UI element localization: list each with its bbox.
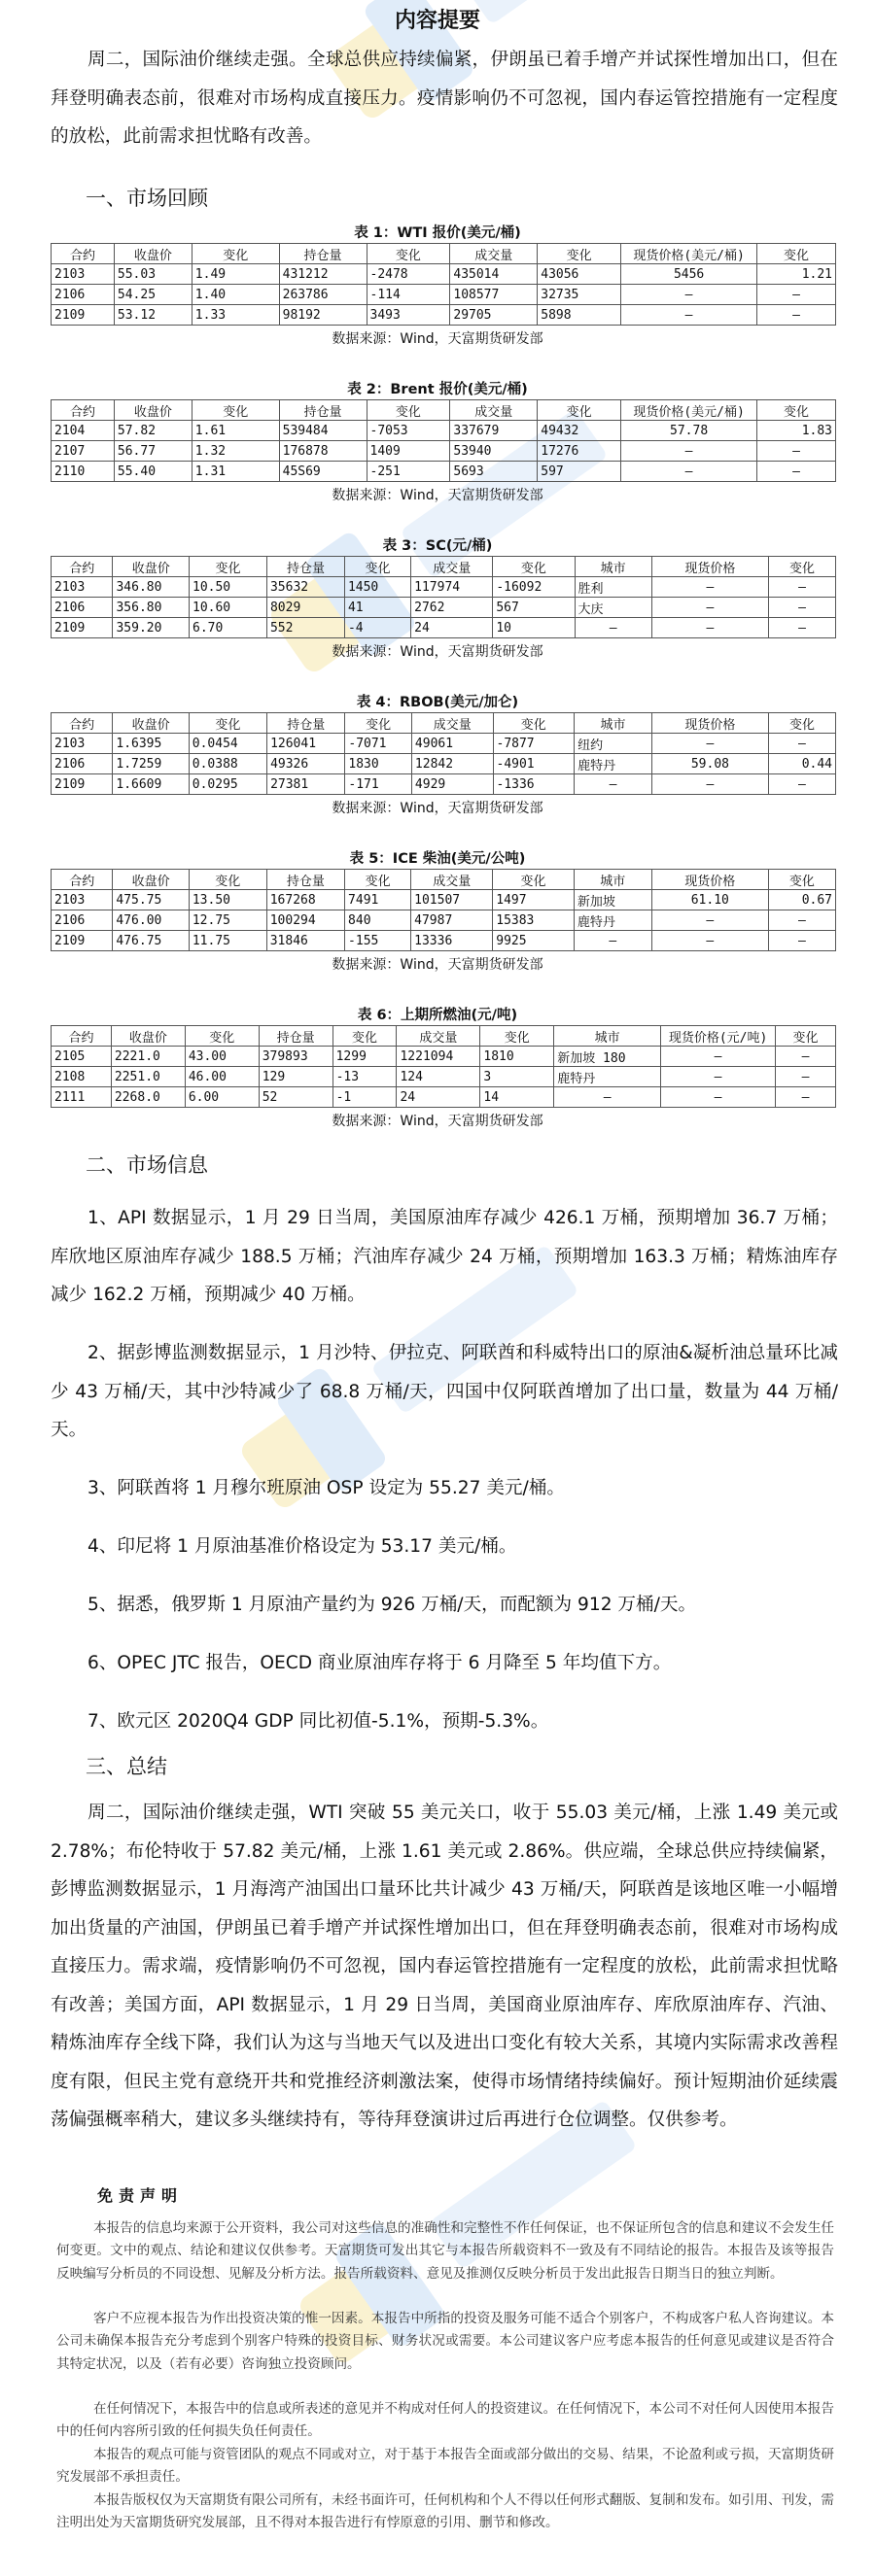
table-cell: 2221.0 — [111, 1047, 185, 1067]
table-caption: 表 1：WTI 报价(美元/桶) — [354, 225, 521, 241]
table-cell: 2108 — [52, 1067, 112, 1087]
table-cell: 1830 — [345, 754, 412, 774]
table-cell: — — [575, 774, 652, 795]
table-cell: 346.80 — [113, 577, 190, 598]
column-header: 城市 — [575, 557, 651, 577]
disclaimer-paragraph: 本报告版权仅为天富期货有限公司所有，未经书面许可，任何机构和个人不得以任何形式翻版、复制和发布。如引用、刊发，需注明出处为天富期货研究发展部，且不得对本报告进行有悖原意的引用、删节和修改。 — [56, 2492, 834, 2531]
table-cell: 49432 — [538, 421, 621, 441]
column-header: 合约 — [52, 244, 115, 264]
table-cell: 2109 — [52, 774, 113, 795]
table-cell: 359.20 — [113, 618, 190, 638]
shfe-fuel-oil-table — [51, 1025, 836, 1108]
table-cell: -251 — [367, 462, 450, 482]
section-heading-review: 一、市场回顾 — [86, 187, 208, 210]
table-cell: 2106 — [52, 285, 115, 305]
table-cell: -2478 — [367, 264, 450, 285]
column-header: 持仓量 — [279, 244, 367, 264]
table-cell: — — [554, 1087, 661, 1108]
table-cell: -4901 — [493, 754, 575, 774]
column-header: 变化 — [776, 1026, 836, 1047]
column-header: 变化 — [344, 557, 410, 577]
table-cell: 41 — [344, 598, 410, 618]
column-header: 变化 — [768, 870, 835, 890]
table-cell: 176878 — [279, 441, 367, 462]
column-header: 成交量 — [450, 400, 538, 421]
table-cell: 12.75 — [189, 910, 266, 931]
column-header: 变化 — [757, 244, 836, 264]
column-header: 变化 — [493, 870, 575, 890]
column-header: 城市 — [574, 870, 651, 890]
table-cell: 2106 — [52, 754, 113, 774]
table-cell: — — [769, 598, 836, 618]
table-cell: 57.82 — [114, 421, 192, 441]
table-cell: — — [621, 441, 757, 462]
table-cell: — — [757, 441, 836, 462]
table-cell: 35632 — [266, 577, 344, 598]
column-header: 城市 — [575, 713, 652, 734]
table-cell: 6.70 — [190, 618, 267, 638]
column-header: 变化 — [538, 400, 621, 421]
column-header: 成交量 — [411, 870, 493, 890]
column-header: 成交量 — [411, 713, 493, 734]
table-cell: 10.50 — [190, 577, 267, 598]
disclaimer-paragraph: 本报告的观点可能与资管团队的观点不同或对立，对于基于本报告全面或部分做出的交易、结果，不论盈利或亏损，天富期货研究发展部不承担责任。 — [56, 2447, 834, 2486]
table-cell: 大庆 — [575, 598, 651, 618]
table-header-row — [52, 713, 836, 734]
table-source: 数据来源：Wind，天富期货研发部 — [332, 331, 543, 347]
table-cell: 1810 — [480, 1047, 554, 1067]
table-cell: — — [651, 774, 768, 795]
column-header: 持仓量 — [267, 713, 345, 734]
table-cell: 126041 — [267, 734, 345, 754]
info-item: 2、据彭博监测数据显示，1 月沙特、伊拉克、阿联酋和科威特出口的原油&凝析油总量环比减少 43 万桶/天，其中沙特减少了 68.8 万桶/天，四国中仅阿联酋增加了出口量，数量为 44 万桶/天。 — [51, 1343, 838, 1440]
table-cell: 2251.0 — [111, 1067, 185, 1087]
table-cell: — — [776, 1087, 836, 1108]
table-cell: 0.67 — [768, 890, 835, 910]
table-cell: 3493 — [367, 305, 450, 326]
table-cell: 2104 — [52, 421, 115, 441]
table-cell: 4929 — [411, 774, 493, 795]
column-header: 变化 — [345, 713, 412, 734]
table-cell: 2105 — [52, 1047, 112, 1067]
table-cell: -7053 — [367, 421, 450, 441]
table-cell: 2268.0 — [111, 1087, 185, 1108]
table-cell: — — [757, 285, 836, 305]
column-header: 变化 — [189, 870, 266, 890]
table-cell: 1.40 — [192, 285, 279, 305]
table-cell: 1.6395 — [113, 734, 189, 754]
table-cell: — — [769, 577, 836, 598]
table-row — [52, 421, 836, 441]
info-item: 4、印尼将 1 月原油基准价格设定为 53.17 美元/桶。 — [88, 1536, 517, 1557]
table-cell: 29705 — [450, 305, 538, 326]
table-cell: 1.49 — [192, 264, 279, 285]
table-caption: 表 3：SC(元/桶) — [382, 538, 493, 554]
table-cell: — — [768, 931, 835, 951]
table-cell: -1 — [332, 1087, 397, 1108]
table-cell: 1.61 — [192, 421, 279, 441]
table-cell: — — [768, 910, 835, 931]
table-cell: 10.60 — [190, 598, 267, 618]
table-source: 数据来源：Wind，天富期货研发部 — [332, 801, 543, 816]
sc-table — [51, 556, 836, 638]
table-cell: — — [661, 1067, 776, 1087]
table-cell: 1221094 — [397, 1047, 480, 1067]
table-row — [52, 264, 836, 285]
table-cell: 1450 — [344, 577, 410, 598]
table-cell: 552 — [266, 618, 344, 638]
column-header: 变化 — [189, 713, 266, 734]
table-cell: 46.00 — [185, 1067, 259, 1087]
column-header: 变化 — [493, 713, 575, 734]
summary-text: 周二，国际油价继续走强。全球总供应持续偏紧，伊朗虽已着手增产并试探性增加出口，但在拜登明确表态前，很难对市场构成直接压力。疫情影响仍不可忽视，国内春运管控措施有一定程度的放松，此前需求担忧略有改善。 — [51, 50, 838, 147]
column-header: 变化 — [190, 557, 267, 577]
disclaimer-paragraph: 客户不应视本报告为作出投资决策的惟一因素。本报告中所指的投资及服务可能不适合个别客户，不构成客户私人咨询建议。本公司未确保本报告充分考虑到个别客户特殊的投资目标、财务状况或需要。本公司建议客户应考虑本报告的任何意见或建议是否符合其特定状况，以及（若有必要）咨询独立投资顾问。 — [56, 2311, 834, 2372]
table-row — [52, 1047, 836, 1067]
column-header: 现货价格(美元/桶) — [621, 400, 757, 421]
table-cell: 59.08 — [651, 754, 768, 774]
table-cell: 263786 — [279, 285, 367, 305]
table-row — [52, 441, 836, 462]
table-cell: 98192 — [279, 305, 367, 326]
column-header: 收盘价 — [111, 1026, 185, 1047]
table-cell: -171 — [345, 774, 412, 795]
table-cell: 2106 — [52, 598, 113, 618]
table-cell: 0.0454 — [189, 734, 266, 754]
table-cell: 476.75 — [113, 931, 189, 951]
table-cell: — — [768, 774, 835, 795]
table-cell: 1.7259 — [113, 754, 189, 774]
table-cell: 1.31 — [192, 462, 279, 482]
column-header: 收盘价 — [113, 713, 189, 734]
table-cell: 49326 — [267, 754, 345, 774]
table-row — [52, 774, 836, 795]
table-cell: — — [757, 305, 836, 326]
table-source: 数据来源：Wind，天富期货研发部 — [332, 644, 543, 660]
table-row — [52, 931, 836, 951]
table-header-row — [52, 870, 836, 890]
table-cell: 45S69 — [279, 462, 367, 482]
table-cell: 475.75 — [113, 890, 189, 910]
info-item: 7、欧元区 2020Q4 GDP 同比初值-5.1%，预期-5.3%。 — [88, 1711, 549, 1732]
column-header: 变化 — [192, 244, 279, 264]
table-cell: 129 — [259, 1067, 332, 1087]
table-header-row — [52, 1026, 836, 1047]
table-cell: — — [776, 1067, 836, 1087]
table-cell: 431212 — [279, 264, 367, 285]
brent-table — [51, 399, 836, 482]
table-row — [52, 305, 836, 326]
table-cell: 3 — [480, 1067, 554, 1087]
column-header: 持仓量 — [259, 1026, 332, 1047]
page-title: 内容提要 — [394, 9, 480, 33]
column-header: 成交量 — [397, 1026, 480, 1047]
table-cell: 52 — [259, 1087, 332, 1108]
table-cell: — — [621, 285, 757, 305]
table-cell: — — [661, 1087, 776, 1108]
table-cell: 纽约 — [575, 734, 652, 754]
table-cell: 鹿特丹 — [575, 754, 652, 774]
column-header: 变化 — [493, 557, 575, 577]
table-cell: 6.00 — [185, 1087, 259, 1108]
table-cell: 43.00 — [185, 1047, 259, 1067]
disclaimer-paragraph: 在任何情况下，本报告中的信息或所表述的意见并不构成对任何人的投资建议。在任何情况下，本公司不对任何人因使用本报告中的任何内容所引致的任何损失负任何责任。 — [56, 2401, 834, 2440]
table-row — [52, 910, 836, 931]
table-caption: 表 6：上期所燃油(元/吨) — [357, 1008, 518, 1023]
wti-table — [51, 243, 836, 326]
table-cell: 1.83 — [757, 421, 836, 441]
table-cell: 2106 — [52, 910, 113, 931]
table-cell: 2103 — [52, 577, 113, 598]
column-header: 收盘价 — [114, 400, 192, 421]
table-cell: 鹿特丹 — [554, 1067, 661, 1087]
table-cell: 167268 — [266, 890, 344, 910]
table-cell: 54.25 — [114, 285, 192, 305]
table-cell: -155 — [345, 931, 411, 951]
table-cell: 2103 — [52, 890, 113, 910]
table-cell: 1497 — [493, 890, 575, 910]
table-cell: 12842 — [411, 754, 493, 774]
table-row — [52, 618, 836, 638]
table-cell: 57.78 — [621, 421, 757, 441]
table-cell: 0.0388 — [189, 754, 266, 774]
table-cell: 840 — [345, 910, 411, 931]
table-cell: 胜利 — [575, 577, 651, 598]
column-header: 合约 — [52, 713, 113, 734]
column-header: 收盘价 — [113, 870, 189, 890]
table-row — [52, 1087, 836, 1108]
table-cell: 47987 — [411, 910, 493, 931]
table-cell: — — [661, 1047, 776, 1067]
column-header: 现货价格 — [651, 713, 768, 734]
table-cell: -7877 — [493, 734, 575, 754]
table-caption: 表 4：RBOB(美元/加仑) — [356, 695, 519, 710]
table-cell: 43056 — [538, 264, 621, 285]
table-row — [52, 285, 836, 305]
info-item: 6、OPEC JTC 报告，OECD 商业原油库存将于 6 月降至 5 年均值下方。 — [88, 1653, 672, 1673]
column-header: 变化 — [480, 1026, 554, 1047]
column-header: 变化 — [538, 244, 621, 264]
table-cell: 鹿特丹 — [574, 910, 651, 931]
table-cell: 56.77 — [114, 441, 192, 462]
table-cell: — — [574, 931, 651, 951]
table-header-row — [52, 400, 836, 421]
table-cell: -114 — [367, 285, 450, 305]
table-cell: 11.75 — [189, 931, 266, 951]
table-cell: 49061 — [411, 734, 493, 754]
table-cell: -4 — [344, 618, 410, 638]
table-cell: 567 — [493, 598, 575, 618]
table-cell: 24 — [411, 618, 493, 638]
table-cell: 10 — [493, 618, 575, 638]
table-cell: — — [651, 734, 768, 754]
table-cell: 379893 — [259, 1047, 332, 1067]
table-cell: 新加坡 — [574, 890, 651, 910]
table-cell: 101507 — [411, 890, 493, 910]
table-cell: 1299 — [332, 1047, 397, 1067]
column-header: 变化 — [367, 244, 450, 264]
column-header: 持仓量 — [279, 400, 367, 421]
table-row — [52, 598, 836, 618]
table-cell: 1409 — [367, 441, 450, 462]
column-header: 变化 — [367, 400, 450, 421]
table-header-row — [52, 557, 836, 577]
table-cell: 356.80 — [113, 598, 190, 618]
column-header: 现货价格 — [651, 557, 768, 577]
table-cell: 5693 — [450, 462, 538, 482]
table-cell: 7491 — [345, 890, 411, 910]
table-cell: 2103 — [52, 264, 115, 285]
rbob-table — [51, 712, 836, 795]
column-header: 合约 — [52, 400, 115, 421]
column-header: 变化 — [768, 713, 835, 734]
table-row — [52, 462, 836, 482]
table-row — [52, 734, 836, 754]
table-cell: 1.6609 — [113, 774, 189, 795]
table-row — [52, 890, 836, 910]
table-caption: 表 5：ICE 柴油(美元/公吨) — [349, 851, 526, 867]
column-header: 现货价格(元/吨) — [661, 1026, 776, 1047]
column-header: 收盘价 — [114, 244, 192, 264]
table-source: 数据来源：Wind，天富期货研发部 — [332, 1114, 543, 1129]
table-cell: 55.40 — [114, 462, 192, 482]
column-header: 成交量 — [411, 557, 493, 577]
table-cell: 27381 — [267, 774, 345, 795]
info-item: 1、API 数据显示，1 月 29 日当周，美国原油库存减少 426.1 万桶，预期增加 36.7 万桶；库欣地区原油库存减少 188.5 万桶；汽油库存减少 24 万桶，预期增加 163.3 万桶；精炼油库存减少 162.2 万桶，预期减少 40 万桶。 — [51, 1208, 838, 1305]
table-cell: — — [651, 910, 768, 931]
table-cell: 435014 — [450, 264, 538, 285]
column-header: 合约 — [52, 557, 113, 577]
table-cell: 0.0295 — [189, 774, 266, 795]
column-header: 变化 — [769, 557, 836, 577]
column-header: 合约 — [52, 1026, 112, 1047]
table-cell: 1.21 — [757, 264, 836, 285]
table-cell: — — [768, 734, 835, 754]
table-cell: 31846 — [266, 931, 344, 951]
column-header: 变化 — [332, 1026, 397, 1047]
table-cell: 14 — [480, 1087, 554, 1108]
table-cell: 108577 — [450, 285, 538, 305]
table-cell: 24 — [397, 1087, 480, 1108]
table-cell: 8029 — [266, 598, 344, 618]
table-cell: 337679 — [450, 421, 538, 441]
table-row — [52, 754, 836, 774]
disclaimer-paragraph: 本报告的信息均来源于公开资料，我公司对这些信息的准确性和完整性不作任何保证，也不保证所包含的信息和建议不会发生任何变更。文中的观点、结论和建议仅供参考。天富期货可发出其它与本报告所载资料不一致及有不同结论的报告。本报告及该等报告反映编写分析员的不同设想、见解及分析方法。报告所载资料、意见及推测仅反映分析员于发出此报告日期当日的独立判断。 — [56, 2220, 834, 2282]
column-header: 变化 — [757, 400, 836, 421]
table-cell: 55.03 — [114, 264, 192, 285]
table-cell: 2107 — [52, 441, 115, 462]
table-cell: 597 — [538, 462, 621, 482]
section-heading-info: 二、市场信息 — [86, 1153, 208, 1177]
table-source: 数据来源：Wind，天富期货研发部 — [332, 957, 543, 973]
column-header: 合约 — [52, 870, 113, 890]
column-header: 成交量 — [450, 244, 538, 264]
table-cell: -16092 — [493, 577, 575, 598]
table-cell: 新加坡 180 — [554, 1047, 661, 1067]
table-cell: 32735 — [538, 285, 621, 305]
column-header: 变化 — [185, 1026, 259, 1047]
table-cell: — — [651, 618, 768, 638]
table-cell: 476.00 — [113, 910, 189, 931]
column-header: 城市 — [554, 1026, 661, 1047]
table-cell: 13336 — [411, 931, 493, 951]
ice-gasoil-table — [51, 869, 836, 951]
table-cell: — — [651, 598, 768, 618]
table-cell: 15383 — [493, 910, 575, 931]
table-cell: — — [651, 577, 768, 598]
column-header: 持仓量 — [266, 870, 344, 890]
column-header: 变化 — [345, 870, 411, 890]
table-cell: -1336 — [493, 774, 575, 795]
table-cell: — — [621, 305, 757, 326]
table-cell: 17276 — [538, 441, 621, 462]
table-cell: 2109 — [52, 305, 115, 326]
disclaimer-title: 免责声明 — [97, 2186, 184, 2205]
table-cell: 5456 — [621, 264, 757, 285]
table-header-row — [52, 244, 836, 264]
table-cell: 100294 — [266, 910, 344, 931]
column-header: 现货价格 — [651, 870, 768, 890]
table-cell: — — [769, 618, 836, 638]
table-cell: — — [776, 1047, 836, 1067]
table-cell: -13 — [332, 1067, 397, 1087]
table-cell: 1.32 — [192, 441, 279, 462]
table-cell: 124 — [397, 1067, 480, 1087]
table-cell: 2103 — [52, 734, 113, 754]
table-cell: 2109 — [52, 931, 113, 951]
table-cell: 53.12 — [114, 305, 192, 326]
info-item: 5、据悉，俄罗斯 1 月原油产量约为 926 万桶/天，而配额为 912 万桶/天。 — [88, 1595, 697, 1615]
table-cell: 9925 — [493, 931, 575, 951]
table-cell: 0.44 — [768, 754, 835, 774]
column-header: 持仓量 — [266, 557, 344, 577]
table-cell: 61.10 — [651, 890, 768, 910]
table-cell: 13.50 — [189, 890, 266, 910]
table-cell: 2110 — [52, 462, 115, 482]
table-cell: -7071 — [345, 734, 412, 754]
conclusion-text: 周二，国际油价继续走强，WTI 突破 55 美元关口，收于 55.03 美元/桶，上涨 1.49 美元或 2.78%；布伦特收于 57.82 美元/桶，上涨 1.61 美元或 2.86%。供应端，全球总供应持续偏紧，彭博监测数据显示，1 月海湾产油国出口量环比共计减少 43 万桶/天，阿联酋是该地区唯一小幅增加出货量的产油国，伊朗虽已着手增产并试探性增加出口，但在拜登明确表态前，很难对市场构成直接压力。需求端，疫情影响仍不可忽视，国内春运管控措施有一定程度的放松，此前需求担忧略有改善；美国方面，API 数据显示，1 月 29 日当周，美国商业原油库存、库欣原油库存、汽油、精炼油库存全线下降，我们认为这与当地天气以及进出口变化有较大关系，其境内实际需求改善程度有限，但民主党有意绕开共和党推经济刺激法案，使得市场情绪持续偏好。预计短期油价延续震荡偏强概率稍大，建议多头继续持有，等待拜登演讲过后再进行仓位调整。仅供参考。 — [51, 1803, 838, 2130]
table-cell: 2762 — [411, 598, 493, 618]
table-cell: — — [651, 931, 768, 951]
table-cell: — — [575, 618, 651, 638]
table-cell: 5898 — [538, 305, 621, 326]
table-row — [52, 1067, 836, 1087]
table-cell: — — [757, 462, 836, 482]
table-cell: 53940 — [450, 441, 538, 462]
table-cell: 539484 — [279, 421, 367, 441]
table-source: 数据来源：Wind，天富期货研发部 — [332, 488, 543, 503]
section-heading-conclusion: 三、总结 — [86, 1755, 167, 1778]
info-item: 3、阿联酋将 1 月穆尔班原油 OSP 设定为 55.27 美元/桶。 — [88, 1478, 565, 1498]
column-header: 变化 — [192, 400, 279, 421]
table-cell: 1.33 — [192, 305, 279, 326]
table-row — [52, 577, 836, 598]
column-header: 收盘价 — [113, 557, 190, 577]
table-cell: 2109 — [52, 618, 113, 638]
table-cell: 2111 — [52, 1087, 112, 1108]
table-caption: 表 2：Brent 报价(美元/桶) — [347, 382, 528, 397]
table-cell: 117974 — [411, 577, 493, 598]
column-header: 现货价格(美元/桶) — [621, 244, 757, 264]
table-cell: — — [621, 462, 757, 482]
